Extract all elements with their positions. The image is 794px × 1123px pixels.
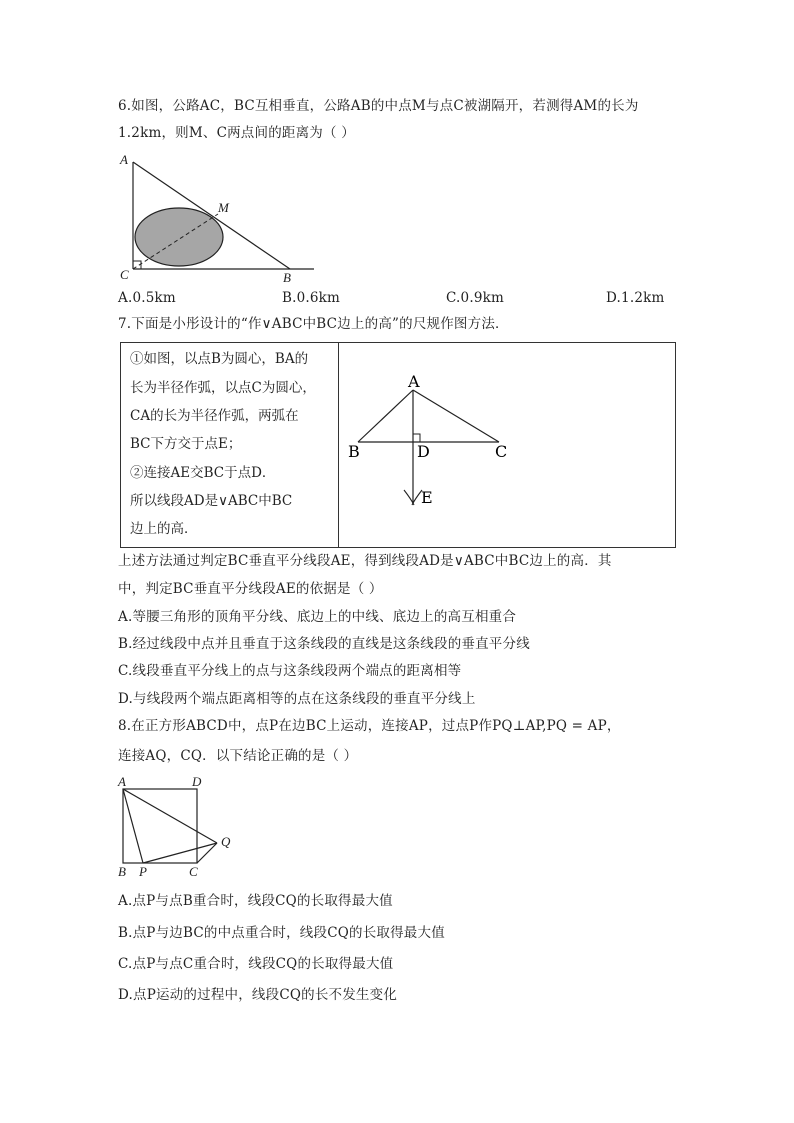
figure-stroke [413,390,499,442]
q7-label-E: E [421,488,433,507]
q7-option-d: D.与线段两个端点距离相等的点在这条线段的垂直平分线上 [118,691,476,707]
q7-box-line-7: 边上的高． [130,521,198,537]
q7-option-a: A.等腰三角形的顶角平分线、底边上的中线、底边上的高互相重合 [118,609,517,625]
q7-box-line-3: CA的长为半径作弧，两弧在 [130,408,299,424]
figure-stroke [413,434,420,442]
q7-label-A: A [408,373,420,391]
q6-lake-figure [110,148,330,288]
q8-option-b: B.点P与边BC的中点重合时，线段CQ的长取得最大值 [118,925,445,941]
q6-label-C: C [120,267,129,282]
q7-option-b: B.经过线段中点并且垂直于这条线段的直线是这条线段的垂直平分线 [118,636,530,652]
q7-table-divider [338,343,339,547]
q6-label-A: A [120,152,128,167]
q7-triangle-figure [341,373,541,513]
q7-box-line-2: 长为半径作弧，以点C为圆心， [130,380,316,396]
q8-option-d: D.点P运动的过程中，线段CQ的长不发生变化 [118,987,398,1003]
q6-label-M: M [218,200,229,215]
q7-box-line-4: BC下方交于点E； [130,436,242,452]
lake-ellipse [135,208,223,266]
q7-stem: 7.下面是小彤设计的“作∨ABC中BC边上的高”的尺规作图方法． [118,316,509,332]
q8-label-P: P [139,864,147,879]
figure-stroke [123,789,143,863]
q6-label-B: B [283,270,291,285]
q7-label-C: C [495,442,508,461]
q8-option-a: A.点P与点B重合时，线段CQ的长取得最大值 [118,893,393,909]
q8-label-D: D [192,774,202,789]
q8-option-c: C.点P与点C重合时，线段CQ的长取得最大值 [118,956,394,972]
figure-stroke [358,390,413,442]
q8-label-A: A [118,774,126,789]
q7-box-line-1: ①如图，以点B为圆心，BA的 [130,351,309,367]
q8-label-C: C [189,864,198,879]
q7-follow-line2: 中，判定BC垂直平分线段AE的依据是（ ） [118,581,383,597]
q7-box-line-6: 所以线段AD是∨ABC中BC [130,493,293,509]
q6-stem-line1: 6.如图，公路AC，BC互相垂直，公路AB的中点M与点C被湖隔开，若测得AM的长为 [118,98,639,114]
q7-box-line-5: ②连接AE交BC于点D． [130,465,276,481]
q8-stem-line1: 8.在正方形ABCD中，点P在边BC上运动，连接AP，过点P作PQ⊥AP,PQ = AP， [118,718,621,734]
q6-option-b: B.0.6km [282,290,341,306]
q7-label-D: D [417,442,430,461]
q8-square-figure [112,772,252,882]
q7-follow-line1: 上述方法通过判定BC垂直平分线段AE，得到线段AD是∨ABC中BC边上的高．其 [118,553,612,569]
q6-option-c: C.0.9km [446,290,504,306]
figure-stroke [143,843,217,863]
q8-stem-line2: 连接AQ，CQ．以下结论正确的是（ ） [118,748,358,764]
q7-construction-table [120,342,676,548]
q7-option-c: C.线段垂直平分线上的点与这条线段两个端点的距离相等 [118,663,462,679]
figure-stroke [123,789,217,843]
q8-label-B: B [118,864,126,879]
q6-option-d: D.1.2km [606,290,665,306]
q6-stem-line2: 1.2km，则M、C两点间的距离为（ ） [118,125,355,141]
q6-option-a: A.0.5km [118,290,176,306]
q7-label-B: B [348,442,360,461]
q8-label-Q: Q [221,834,231,849]
